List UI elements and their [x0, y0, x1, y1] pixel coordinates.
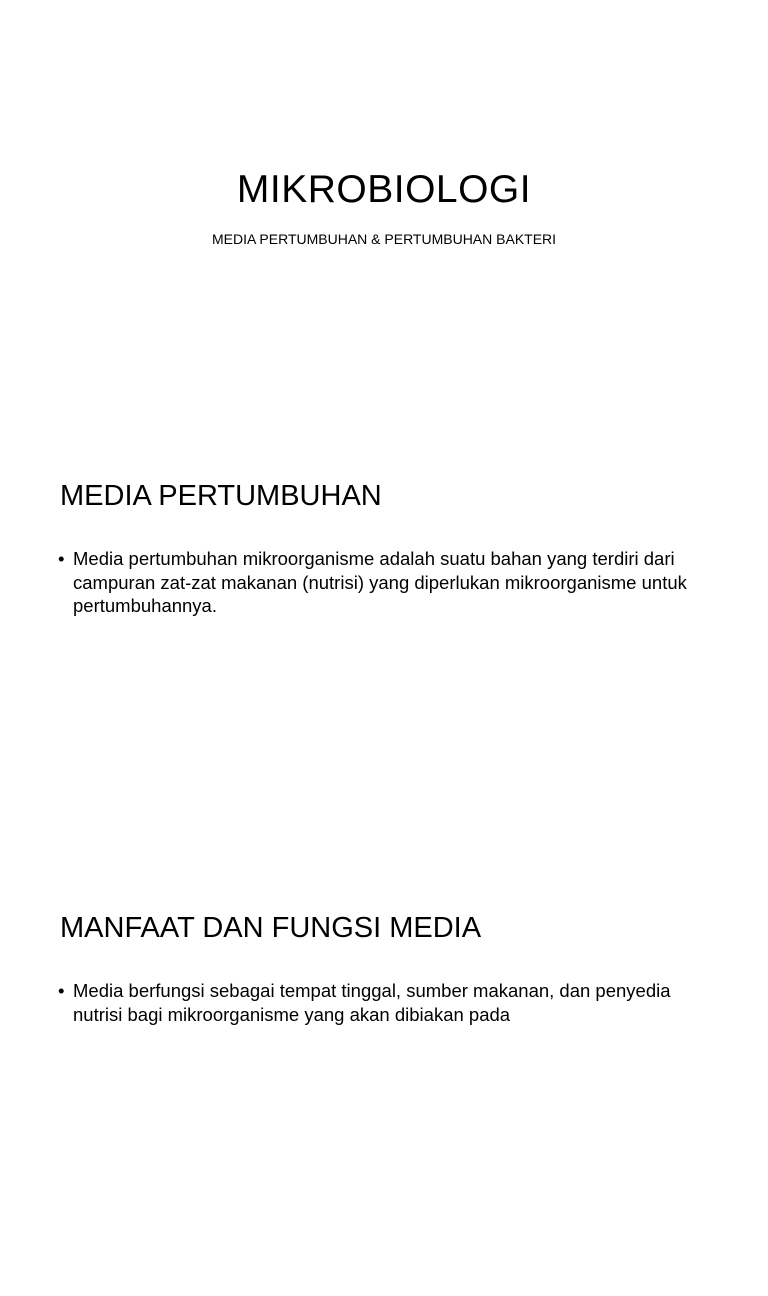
slide-manfaat-fungsi-media	[0, 864, 768, 1296]
slide-heading: MEDIA PERTUMBUHAN	[60, 480, 382, 512]
bullet-item	[58, 547, 718, 618]
bullet-text: Media pertumbuhan mikroorganisme adalah suatu bahan yang terdiri dari campuran zat-zat makanan (nutrisi) yang diperlukan mikroorganisme untuk pertumbuhannya.	[73, 548, 687, 616]
slide-title	[0, 0, 768, 432]
slide-heading: MANFAAT DAN FUNGSI MEDIA	[60, 912, 482, 944]
bullet-icon: •	[58, 548, 65, 569]
bullet-icon: •	[58, 980, 65, 1001]
presentation-title: MIKROBIOLOGI	[236, 168, 532, 211]
bullet-text: Media berfungsi sebagai tempat tinggal, sumber makanan, dan penyedia nutrisi bagi mikroorganisme yang akan dibiakan pada	[73, 980, 671, 1025]
slide-media-pertumbuhan	[0, 432, 768, 864]
presentation-subtitle: MEDIA PERTUMBUHAN & PERTUMBUHAN BAKTERI	[211, 231, 557, 247]
bullet-item	[58, 979, 718, 1026]
bullet-list	[58, 979, 718, 1026]
bullet-list	[58, 547, 718, 618]
